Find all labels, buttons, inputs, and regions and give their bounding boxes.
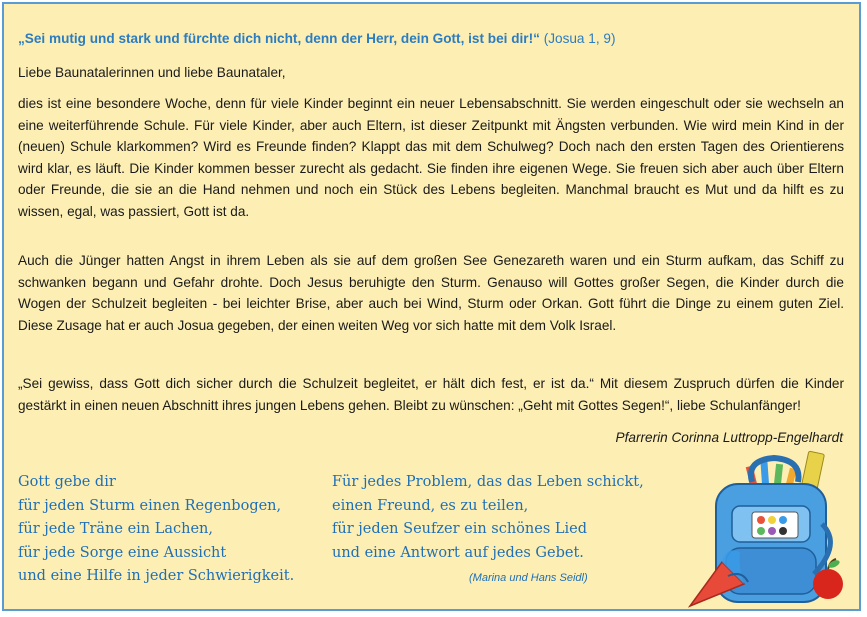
poem-left-column (18, 471, 294, 589)
poem-line: für jeden Sturm einen Regenbogen, (18, 497, 282, 514)
poem-line: Gott gebe dir (18, 474, 116, 490)
paragraph-2: Auch die Jünger hatten Angst in ihrem Leben als sie auf dem großen See Genezareth waren und ein Sturm aufkam, das Schiff zu schwanken begann und Gefahr drohte. Doch Jesus beruhigte den Sturm. Genauso will Gottes großer Segen, die Kinder durch die Wogen der Schulzeit begleiten - bei leichter Brise, aber auch bei Wind, Sturm oder Orkan. Gott führt die Dinge zu einem guten Ziel. Diese Zusage hat er auch Josua gegeben, der einen weiten Weg vor sich hatte mit dem Volk Israel. (18, 253, 844, 333)
newsletter-card (2, 2, 861, 611)
paragraph-1: dies ist eine besondere Woche, denn für viele Kinder beginnt ein neuer Lebensabschnitt. Sie werden eingeschult oder sie wechseln an eine weiterführende Schule. Für viele Kinder, aber auch Eltern, ist dieser Zeitpunkt mit Ängsten verbunden. Wie wird mein Kind in der (neuen) Schule klarkommen? Wird es Freunde finden? Klappt das mit dem Schulweg? Doch nach den ersten Tagen des Orientierens wird klar, es läuft. Die Kinder kommen besser zurecht als gedacht. Sie finden ihre eigenen Wege. Sie freuen sich aber auch über Eltern oder Freunde, die sie an die Hand nehmen und noch ein Stück des Lebens begleiten. Manchmal braucht es Mut und da hilft es zu wissen, egal, was passiert, Gott ist da. (18, 96, 844, 219)
greeting: Liebe Baunatalerinnen und liebe Baunataler, (18, 65, 286, 80)
school-backpack-illustration (682, 444, 854, 609)
poem-credit: (Marina und Hans Seidl) (469, 572, 588, 584)
poem-line: und eine Hilfe in jeder Schwierigkeit. (18, 568, 295, 584)
poem-line: und eine Antwort auf jedes Gebet. (332, 544, 584, 561)
bible-quote (18, 28, 844, 50)
poem-line: Für jedes Problem, das das Leben schickt, (332, 474, 644, 490)
poem-right-column (332, 471, 644, 565)
signature: Pfarrerin Corinna Luttropp-Engelhardt (615, 430, 843, 445)
bible-quote-reference: (Josua 1, 9) (543, 31, 616, 46)
paragraph-3: „Sei gewiss, dass Gott dich sicher durch die Schulzeit begleitet, er hält dich fest, er ist da.“ Mit diesem Zuspruch dürfen die Kinder gestärkt in einen neuen Abschnitt ihres jungen Lebens gehen. Bleibt zu wünschen: „Geht mit Gottes Segen!“, liebe Schulanfänger! (18, 376, 844, 413)
poem-line: für jede Sorge eine Aussicht (18, 544, 227, 561)
poem-line: für jede Träne ein Lachen, (18, 521, 213, 537)
poem-line: für jeden Seufzer ein schönes Lied (332, 521, 588, 537)
bible-quote-text: „Sei mutig und stark und fürchte dich nicht, denn der Herr, dein Gott, ist bei dir!“ (18, 31, 540, 46)
poem-line: einen Freund, es zu teilen, (332, 497, 529, 514)
